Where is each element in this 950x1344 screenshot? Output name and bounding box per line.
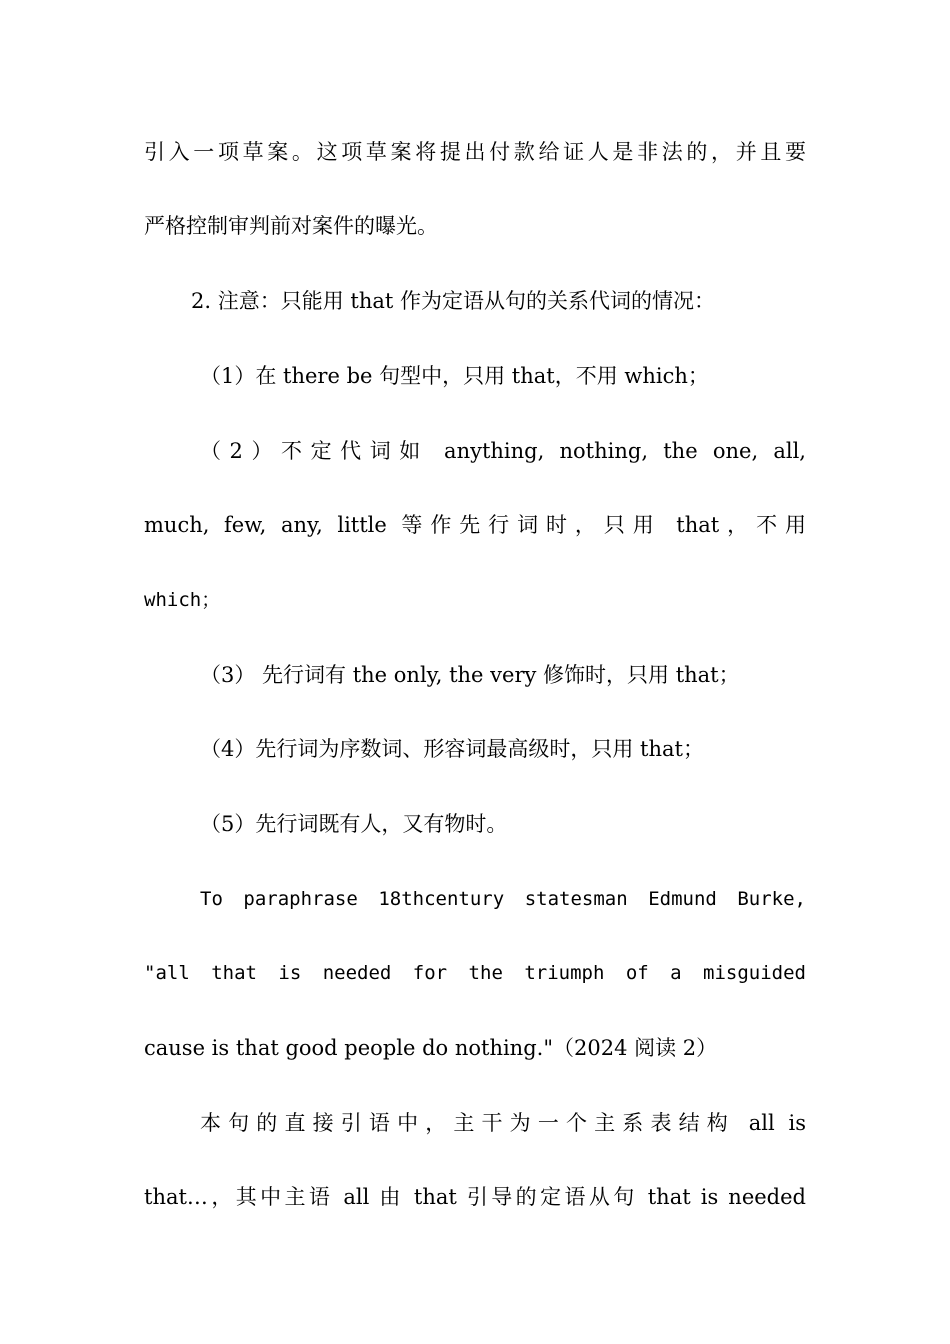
text-line-7: which； <box>144 589 221 611</box>
text-line-10: （5）先行词既有人，又有物时。 <box>200 812 508 836</box>
text-line-5: （2）不定代词如 anything, nothing, the one, all, <box>200 439 806 463</box>
text-line-13: cause is that good people do nothing."（2024 阅读 2） <box>144 1036 718 1060</box>
text-line-12: "all that is needed for the triumph of a misguided <box>144 962 806 984</box>
text-line-1: 引入一项草案。这项草案将提出付款给证人是非法的，并且要 <box>144 140 806 164</box>
text-line-14: 本句的直接引语中，主干为一个主系表结构 all is <box>200 1111 806 1135</box>
text-line-2: 严格控制审判前对案件的曝光。 <box>144 214 438 238</box>
text-line-11: To paraphrase 18thcentury statesman Edmund Burke, <box>200 888 806 910</box>
text-line-6: much, few, any, little 等作先行词时，只用 that，不用 <box>144 513 806 537</box>
text-line-3: 2. 注意：只能用 that 作为定语从句的关系代词的情况： <box>191 289 715 313</box>
text-line-4: （1）在 there be 句型中，只用 that，不用 which； <box>200 364 709 388</box>
text-line-15: that…，其中主语 all 由 that 引导的定语从句 that is needed <box>144 1185 806 1209</box>
text-line-8: （3） 先行词有 the only, the very 修饰时，只用 that； <box>200 663 740 687</box>
text-line-9: （4）先行词为序数词、形容词最高级时，只用 that； <box>200 737 704 761</box>
